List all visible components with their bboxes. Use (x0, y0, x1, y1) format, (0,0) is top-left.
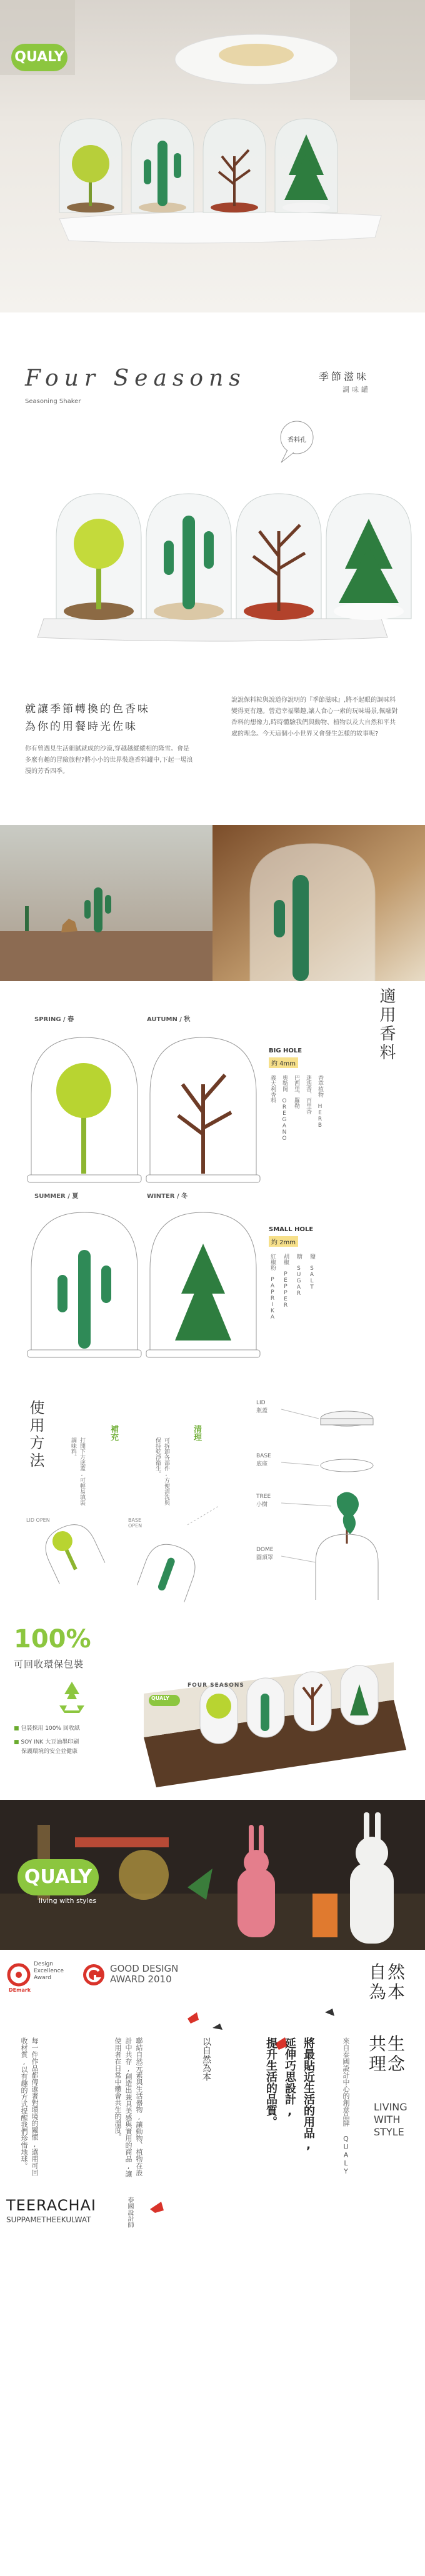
with-text: WITH (374, 2114, 401, 2125)
col-mid-2: 延伸巧思設計, (283, 2037, 296, 2118)
big-hole-item: 巴西里、羅勒 (293, 1075, 299, 1109)
hero-section (0, 0, 425, 312)
eco-line-1 (14, 1724, 80, 1732)
part-zh: 圓頂罩 (256, 1555, 274, 1561)
part-tree (256, 1494, 271, 1508)
photo-strip-images (0, 825, 425, 981)
col-right: 來自泰國設計中心的創意品牌 QUALY (342, 2037, 350, 2175)
part-zh: 底座 (256, 1461, 268, 1467)
intro-headline-2: 為你的用餐時光佐味 (25, 721, 138, 733)
small-hole-size: 約 2mm (269, 1236, 298, 1247)
big-hole-item: 迷迭香、百里香 (305, 1075, 311, 1114)
slogan-2: 共生理念 (369, 2034, 407, 2074)
award-1-mid: Excellence (34, 1968, 64, 1974)
intro-headline-1: 就讓季節轉換的色香味 (25, 703, 150, 716)
col-left: 聯結自然元素與生活器物,讓動物、植物在設計中共存,創造出兼具美感與實用的商品,讓使用者在日常中體會共生的溫度。 (114, 2037, 143, 2177)
big-hole-item: 義大利香料 (269, 1075, 276, 1103)
designer-surname: SUPPAMETHEEKULWAT (6, 2215, 91, 2224)
small-hole-list (269, 1254, 316, 1322)
col-mid-3: 提升生活的品質。 (264, 2037, 278, 2127)
brand-info (0, 1950, 425, 2576)
small-hole-item: 紅椒粉 PAPRIKA (269, 1254, 276, 1320)
part-zh: 小樹 (256, 1502, 268, 1508)
eco-percent: 100% (14, 1625, 91, 1654)
spices-section (0, 981, 425, 1375)
brand-photo (0, 1800, 425, 1950)
brand-logo: QUALY (18, 1859, 99, 1895)
intro-desc-right: 說說保料粒與說道你說明的『季節滋味』,將不起眼的調味料變得更有趣。營造幸福樂趣,讓人食心一索的玩味場景,佩融對香料的想像力,時時體驗我們與動物、植物以及大自然和平共處的理念。今天這個小小世界又會發生怎樣的故事呢? (231, 697, 398, 737)
part-lid (256, 1400, 268, 1414)
eco-line-2-text: SOY INK 大豆油墨印刷 (21, 1739, 79, 1745)
clean-title: 清理 (192, 1425, 201, 1441)
col-far: 每一件作品都傳遞著對環境的關懷,選用可回收材質,以有趣的方式提醒我們珍惜地球。 (20, 2037, 39, 2176)
lid-open-label: LID OPEN (26, 1517, 50, 1523)
summer-label: SUMMER / 夏 (34, 1193, 79, 1200)
eco-section (0, 1619, 425, 1800)
big-hole-size: 約 4mm (269, 1057, 298, 1068)
small-hole-item: 胡椒 PEPPER (282, 1254, 289, 1309)
part-en: BASE (256, 1453, 271, 1459)
usage-diagrams (0, 1375, 425, 1619)
hero-logo: QUALY (11, 44, 68, 71)
award-1-org: DEmark (9, 1987, 31, 1993)
intro-desc-left: 你有曾遇見生活細膩就成的沙漠,穿越越縱縱相的隆雪。會是多麼有趣的冒險旅程?將小小的世界裝進香料罐中,下起一場浪漫的芳香四季。 (25, 746, 193, 775)
slogan-1: 自然為本 (369, 1962, 407, 2002)
brand-tagline: living with styles (39, 1897, 97, 1905)
usage-heading: 使用方法 (27, 1400, 44, 1470)
style-text: STYLE (374, 2126, 404, 2138)
intro-title: Four Seasons (25, 366, 246, 391)
award-1-top: Design (34, 1961, 54, 1967)
award-1 (34, 1961, 64, 1982)
eco-title: 可回收環保包裝 (14, 1659, 84, 1670)
eco-line-1-text: 包裝採用 100% 回收紙 (21, 1725, 80, 1732)
award-2-bot: AWARD 2010 (110, 1974, 172, 1985)
spices-heading: 適用香料 (377, 987, 396, 1062)
photo-strip (0, 825, 425, 981)
design-excellence-award-icon (6, 1962, 31, 1987)
bird-icon (144, 2197, 181, 2215)
award-1-bot: Award (34, 1975, 51, 1981)
big-hole-list (269, 1075, 324, 1156)
base-open-label: BASE OPEN (128, 1517, 142, 1529)
box-brand: QUALY (151, 1695, 169, 1701)
part-dome (256, 1547, 273, 1561)
good-design-award-icon (81, 1962, 106, 1987)
intro-section (0, 312, 425, 825)
eco-line-3: 保護環境的安全並健康 (21, 1749, 78, 1755)
recycle-icon (53, 1678, 91, 1715)
box-title: FOUR SEASONS (188, 1682, 244, 1689)
hero-photo (0, 0, 425, 312)
clean-text: 可拆卸各部件,方便清洗與保持乾淨衛生。 (154, 1437, 169, 1505)
part-en: DOME (256, 1547, 274, 1553)
small-hole-item: 糖 SUGAR (296, 1254, 302, 1297)
refill-text: 打開下方底蓋,可輕易填裝調味料。 (70, 1437, 85, 1505)
part-en: TREE (256, 1494, 271, 1500)
part-en: LID (256, 1400, 266, 1406)
designer-name: TEERACHAI (6, 2197, 96, 2214)
leaf-icon: ■ (14, 1725, 21, 1732)
eco-package-illustration (131, 1625, 419, 1794)
winter-label: WINTER / 冬 (147, 1193, 188, 1200)
bird-illustrations (0, 1994, 425, 2069)
spices-dome-drawings (19, 1025, 281, 1375)
spring-label: SPRING / 春 (34, 1016, 74, 1023)
bubble-label: 香料孔 (288, 437, 306, 444)
usage-section (0, 1375, 425, 1619)
award-2-top: GOOD DESIGN (110, 1963, 179, 1974)
designer-zh: 泰國設計師 (126, 2197, 133, 2228)
autumn-label: AUTUMN / 秋 (147, 1016, 191, 1023)
intro-zh-sub: 調味罐 (342, 386, 371, 394)
leaf-icon: ■ (14, 1739, 21, 1745)
big-hole-label: BIG HOLE (269, 1047, 302, 1054)
intro-subtitle: Seasoning Shaker (25, 398, 81, 405)
intro-product-illustration (0, 412, 425, 675)
award-2 (110, 1964, 178, 1985)
small-hole-label: SMALL HOLE (269, 1226, 314, 1233)
col-left-head: 以自然為本 (201, 2037, 211, 2081)
eco-line-2 (14, 1737, 79, 1745)
col-mid-1: 將最貼近生活的用品, (302, 2037, 315, 2152)
intro-zh-title: 季節滋味 (319, 371, 369, 382)
big-hole-item: 奧勒岡 OREGANO (281, 1075, 288, 1142)
part-base (256, 1453, 271, 1467)
small-hole-item: 鹽 SALT (309, 1254, 315, 1290)
part-zh: 瓶蓋 (256, 1408, 268, 1414)
refill-title: 補充 (109, 1425, 118, 1441)
big-hole-item: 香草植物 HERB (317, 1075, 323, 1129)
living-text: LIVING (374, 2101, 408, 2113)
